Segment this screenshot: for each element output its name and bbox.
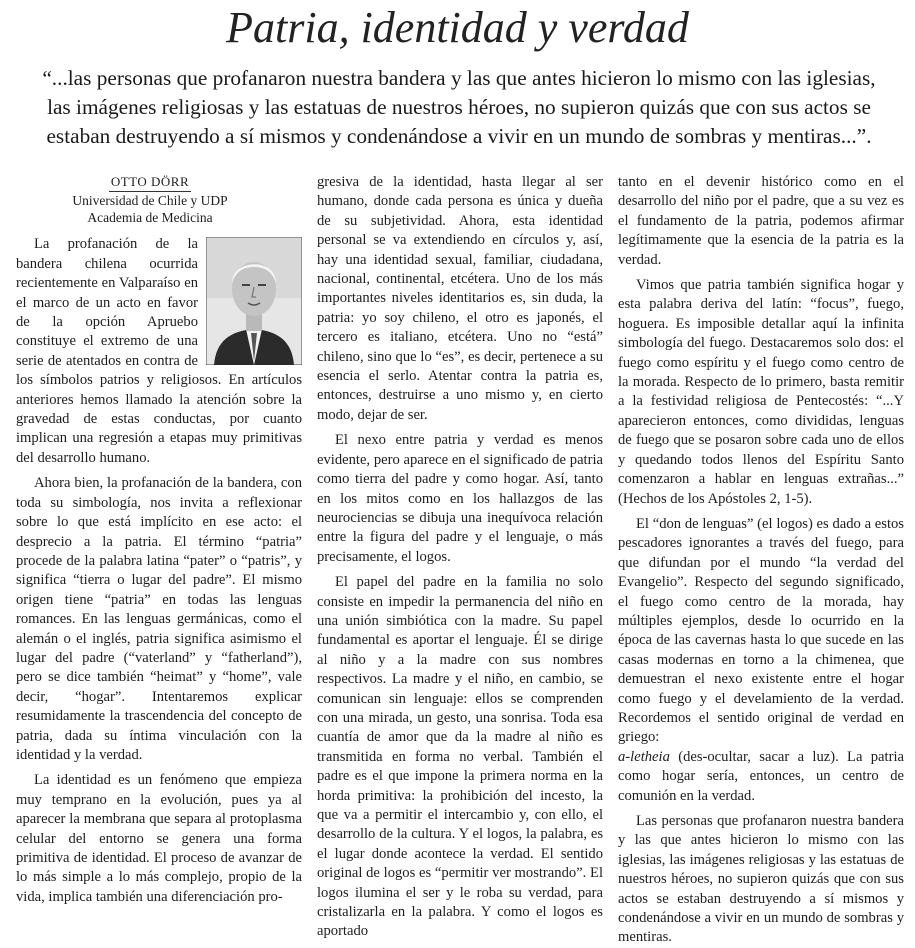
paragraph: Las personas que profanaron nuestra bandera y las que antes hicieron lo mismo con las iglesias, las imágenes religiosas y las estatuas de nuestros héroes, no supieron quizás que con sus actos se estaban destruyendo a sí mismos y condenándose a vivir en un mundo de sombras y mentiras. — [618, 813, 904, 946]
greek-term: a-letheia — [618, 748, 670, 765]
paragraph: Ahora bien, la profanación de la bandera, con toda su simbología, nos invita a reflexionar sobre lo que está implícito en ese acto: el desprecio a la patria. El término “patria” procede de la palabra latina “pater” o “patris”, y significa “tierra o lugar del padre”. El mismo origen tiene “patria” en todas las lenguas romances. En las lenguas germánicas, como el alemán o el inglés, patria significa asimismo el lugar del padre (“vaterland” y “fatherland”), pero se dice también “heimat” y “home”, vale decir, “hogar”. Intentaremos explicar resumidamente la trascendencia del concepto de patria, dada su íntima vinculación con la identidad y la verdad. — [16, 475, 302, 763]
article-title: Patria, identidad y verdad — [226, 3, 689, 52]
paragraph: gresiva de la identidad, hasta llegar al ser humano, donde cada persona es única y dueña de su subjetividad. Ahora, esta identidad personal se va extendiendo en círculos y, así, hay una identidad sexual, familiar, ciudadana, nacional, continental, etcétera. Uno de los más importantes niveles identitarios es, sin duda, la patria: yo soy chileno, el otro es japonés, el tercero es italiano, etcétera. Uno no “está” chileno, sino que lo “es”, es decir, pertenece a su esencia el serlo. Atentar contra la patria es, entonces, destruirse a uno mismo y, en cierto modo, dejar de ser. — [317, 174, 603, 423]
paragraph: El papel del padre en la familia no solo consiste en impedir la permanencia del niño en una unión simbiótica con la madre. Su papel fundamental es aportar el lenguaje. Él se dirige al niño y a la madre con sus nombres respectivos. La madre y el niño, en cambio, se comunican sin lenguaje: ellos se comprenden con una mirada, un gesto, una sonrisa. Toda esa cuantía de amor que da la madre al niño es transmitida en forma no verbal. También el padre es el que impone la primera norma en la horda primitiva: la prohibición del incesto, la que va a permitir el intercambio y, con ello, el desarrollo de la cultura. Y el logos, la palabra, es el lugar donde acontece la verdad. El sentido original de logos es “permitir ver mostrando”. El logos ilumina el ser y le roba su verdad, para cristalizarla en la palabra. Y como el logos es aportado — [317, 574, 603, 940]
paragraph: El nexo entre patria y verdad es menos evidente, pero aparece en el significado de patria como tierra del padre y como hogar. Así, tanto en los mitos como en los hallazgos de las neurociencias se dibuja una inequívoca relación entre la figura del padre y el lenguaje, o más precisamente, el logos. — [317, 432, 603, 565]
pull-quote: “...las personas que profanaron nuestra bandera y las que antes hicieron lo mismo con las iglesias, las imágenes religiosas y las estatuas de nuestros héroes, no supieron quizás que con sus actos se estaban destruyendo a sí mismos y condenándose a vivir en un mundo de sombras y mentiras...”. — [42, 66, 876, 148]
author-photo — [206, 237, 302, 365]
author-name: OTTO DÖRR — [109, 173, 191, 192]
paragraph: El “don de lenguas” (el logos) es dado a estos pescadores ignorantes a través del fuego, para que difundan por el mundo “la verdad del Evangelio”. Respecto del segundo significado, el fuego como centro de la morada, hay múltiples ejemplos, desde lo ocurrido en la época de las cavernas hasta lo que sucede en las casas modernas en torno a la chimenea, que demuestran el nexo existente entre el hogar como fuego y el develamiento de la verdad. Recordemos el sentido original de verdad en griego: a-letheia (des-ocultar, sacar a luz). La patria como hogar sería, entonces, un centro de comunión en la verdad. — [618, 515, 904, 804]
article-column-3 — [618, 173, 904, 948]
paragraph: La identidad es un fenómeno que empieza muy temprano en la evolución, pues ya al aparecer la membrana que separa al protoplasma celular del entorno se genera una forma primitiva de identidad. El proceso de avanzar de lo más simple a lo más complejo, propio de la vida, implica también una diferenciación pro- — [16, 772, 302, 905]
paragraph: Vimos que patria también significa hogar y esta palabra deriva del latín: “focus”, fuego, hoguera. Es imposible detallar aquí la infinita simbología del fuego. Destacaremos solo dos: el fuego como espíritu y el fuego como centro de la morada. Respecto de lo primero, basta remitir a la festividad religiosa de Pentecostés: “...Y aparecieron entonces, como divididas, lenguas de fuego que se posaron sobre cada uno de ellos y quedando todos llenos del Espíritu Santo comenzaron a hablar en lenguas extrañas...” (Hechos de los Apóstoles 2, 1-5). — [618, 277, 904, 507]
article-column-1 — [16, 173, 302, 907]
paragraph: tanto en el devenir histórico como en el desarrollo del niño por el padre, que a su vez es el fundamento de la patria, podemos afirmar legítimamente que la esencia de la patria es la verdad. — [618, 174, 904, 268]
author-academy: Academia de Medicina — [87, 210, 213, 226]
byline — [0, 173, 302, 226]
paragraph: La profanación de la bandera chilena ocurrida recientemente en Valparaíso en el marco de un acto en favor de la opción Apruebo constituye el extremo de una serie de atentados en contra de los símbolos patrios y religiosos. En artículos anteriores hemos llamado la atención sobre la gravedad de estas conductas, por cuanto implican una regresión a etapas muy primitivas del desarrollo humano. — [16, 236, 302, 466]
article-column-2 — [317, 173, 603, 942]
author-affiliation: Universidad de Chile y UDP — [72, 193, 228, 209]
